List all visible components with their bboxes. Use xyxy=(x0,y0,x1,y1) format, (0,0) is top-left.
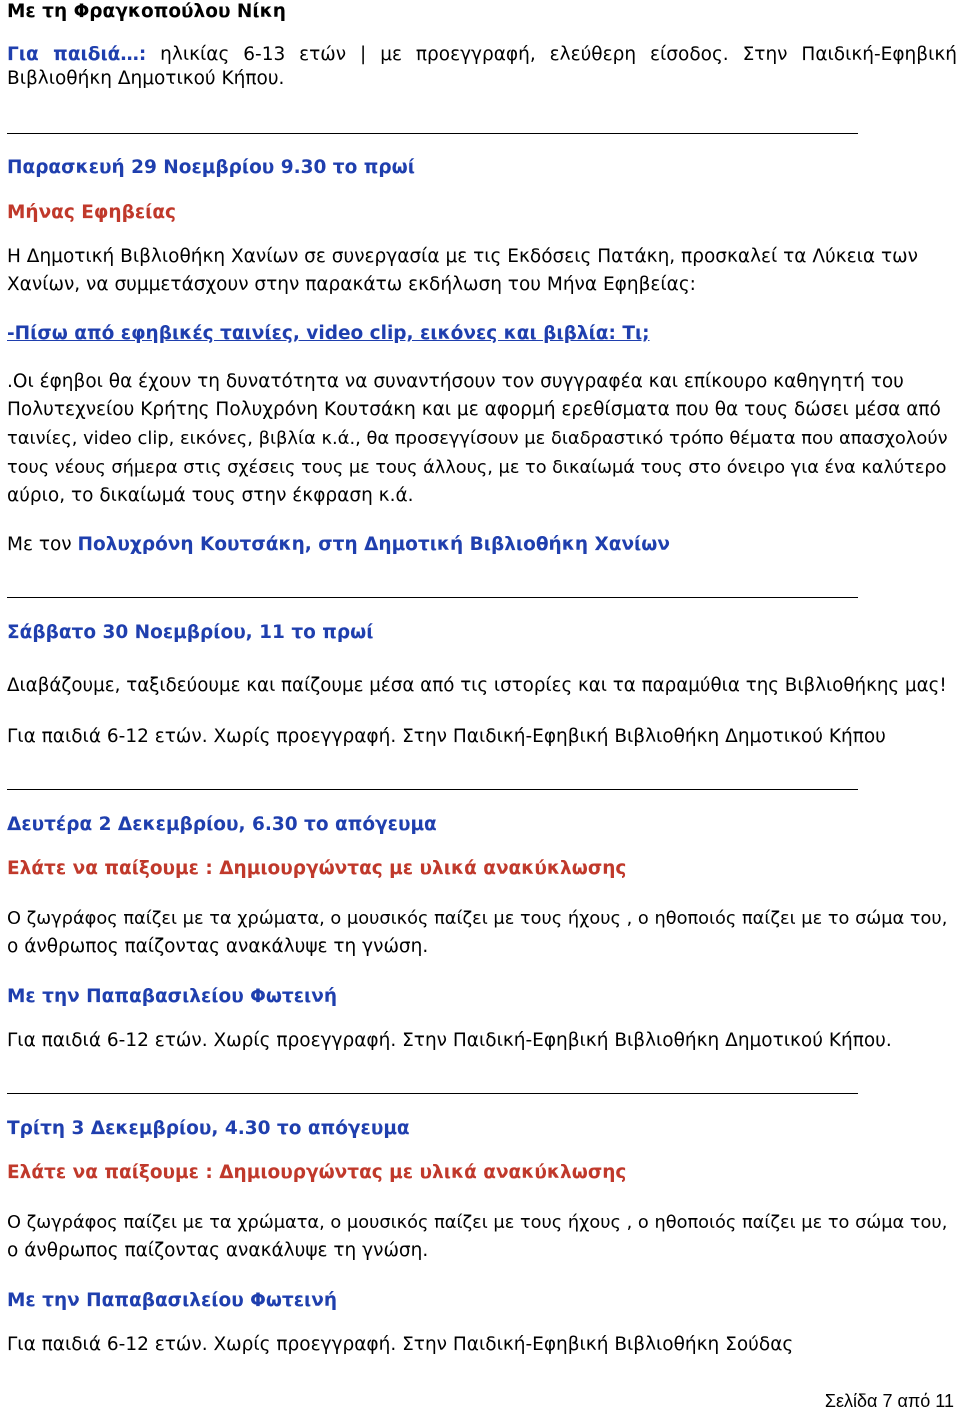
event-info: Για παιδιά 6-12 ετών. Χωρίς προεγγραφή. Στην Παιδική-Εφηβική Βιβλιοθήκη Σούδας xyxy=(7,1334,794,1355)
event-intro-line-1: Η Δημοτική Βιβλιοθήκη Χανίων σε συνεργασία με τις Εκδόσεις Πατάκη, προσκαλεί τα Λύκεια των xyxy=(7,246,918,267)
page-number: Σελίδα 7 από 11 xyxy=(824,1391,954,1411)
event-date: Τρίτη 3 Δεκεμβρίου, 4.30 το απόγευμα xyxy=(7,1118,410,1139)
event-body-line-1: .Οι έφηβοι θα έχουν τη δυνατότητα να συναντήσουν τον συγγραφέα και επίκουρο καθηγητή του xyxy=(7,371,904,392)
event-info: Για παιδιά 6-12 ετών. Χωρίς προεγγραφή. Στην Παιδική-Εφηβική Βιβλιοθήκη Δημοτικού Κήπου xyxy=(7,726,886,747)
event-date: Σάββατο 30 Νοεμβρίου, 11 το πρωί xyxy=(7,622,374,643)
event-intro-line-2: Χανίων, να συμμετάσχουν στην παρακάτω εκδήλωση του Μήνα Εφηβείας: xyxy=(7,274,696,295)
event-description: Διαβάζουμε, ταξιδεύουμε και παίζουμε μέσα από τις ιστορίες και τα παραμύθια της Βιβλιοθήκης μας! xyxy=(7,675,947,696)
event-description-line-2: ο άνθρωπος παίζοντας ανακάλυψε τη γνώση. xyxy=(7,1240,429,1261)
event-body-line-4: τους νέους σήμερα στις σχέσεις τους με τους άλλους, με το δικαίωμά τους στο όνειρο για ένα καλύτερο xyxy=(7,458,947,478)
audience-line-1 xyxy=(7,43,957,67)
audience-details: ηλικίας 6-13 ετών | με προεγγραφή, ελεύθερη είσοδος. Στην Παιδική-Εφηβική xyxy=(146,44,957,65)
event-description-line-1: Ο ζωγράφος παίζει με τα χρώματα, ο μουσικός παίζει με τους ήχους , ο ηθοποιός παίζει με το σώμα του, xyxy=(7,909,948,929)
audience-label: Για παιδιά…: xyxy=(7,44,147,65)
host-name-location: Πολυχρόνη Κουτσάκη, στη Δημοτική Βιβλιοθήκη Χανίων xyxy=(77,534,670,555)
separator xyxy=(7,133,858,134)
event-title: Ελάτε να παίξουμε : Δημιουργώντας με υλικά ανακύκλωσης xyxy=(7,1162,627,1183)
event-body-line-2: Πολυτεχνείου Κρήτης Πολυχρόνη Κουτσάκη και με αφορμή ερεθίσματα που θα τους δώσει μέσα από xyxy=(7,399,941,420)
event-description-line-1: Ο ζωγράφος παίζει με τα χρώματα, ο μουσικός παίζει με τους ήχους , ο ηθοποιός παίζει με το σώμα του, xyxy=(7,1213,948,1233)
event-info: Για παιδιά 6-12 ετών. Χωρίς προεγγραφή. Στην Παιδική-Εφηβική Βιβλιοθήκη Δημοτικού Κήπου. xyxy=(7,1030,892,1051)
audience-line-2: Βιβλιοθήκη Δημοτικού Κήπου. xyxy=(7,68,285,89)
event-description-line-2: ο άνθρωπος παίζοντας ανακάλυψε τη γνώση. xyxy=(7,936,429,957)
event-title: Μήνας Εφηβείας xyxy=(7,202,177,223)
event-date: Δευτέρα 2 Δεκεμβρίου, 6.30 το απόγευμα xyxy=(7,814,437,835)
event-date: Παρασκευή 29 Νοεμβρίου 9.30 το πρωί xyxy=(7,157,415,178)
separator xyxy=(7,1093,858,1094)
event-body-line-3: ταινίες, video clip, εικόνες, βιβλία κ.ά., θα προσεγγίσουν με διαδραστικό τρόπο θέματα που απασχολούν xyxy=(7,428,948,449)
event-host-line xyxy=(7,533,670,557)
event-title: Ελάτε να παίξουμε : Δημιουργώντας με υλικά ανακύκλωσης xyxy=(7,858,627,879)
event-subtitle: -Πίσω από εφηβικές ταινίες, video clip, εικόνες και βιβλία: Τι; xyxy=(7,323,650,344)
event-presenter: Με την Παπαβασιλείου Φωτεινή xyxy=(7,986,338,1007)
host-prefix: Με τον xyxy=(7,534,78,555)
separator xyxy=(7,789,858,790)
separator xyxy=(7,597,858,598)
event-presenter: Με την Παπαβασιλείου Φωτεινή xyxy=(7,1290,338,1311)
presenter-name: Με τη Φραγκοπούλου Νίκη xyxy=(7,1,286,22)
event-body-line-5: αύριο, το δικαίωμά τους στην έκφραση κ.ά. xyxy=(7,485,414,506)
